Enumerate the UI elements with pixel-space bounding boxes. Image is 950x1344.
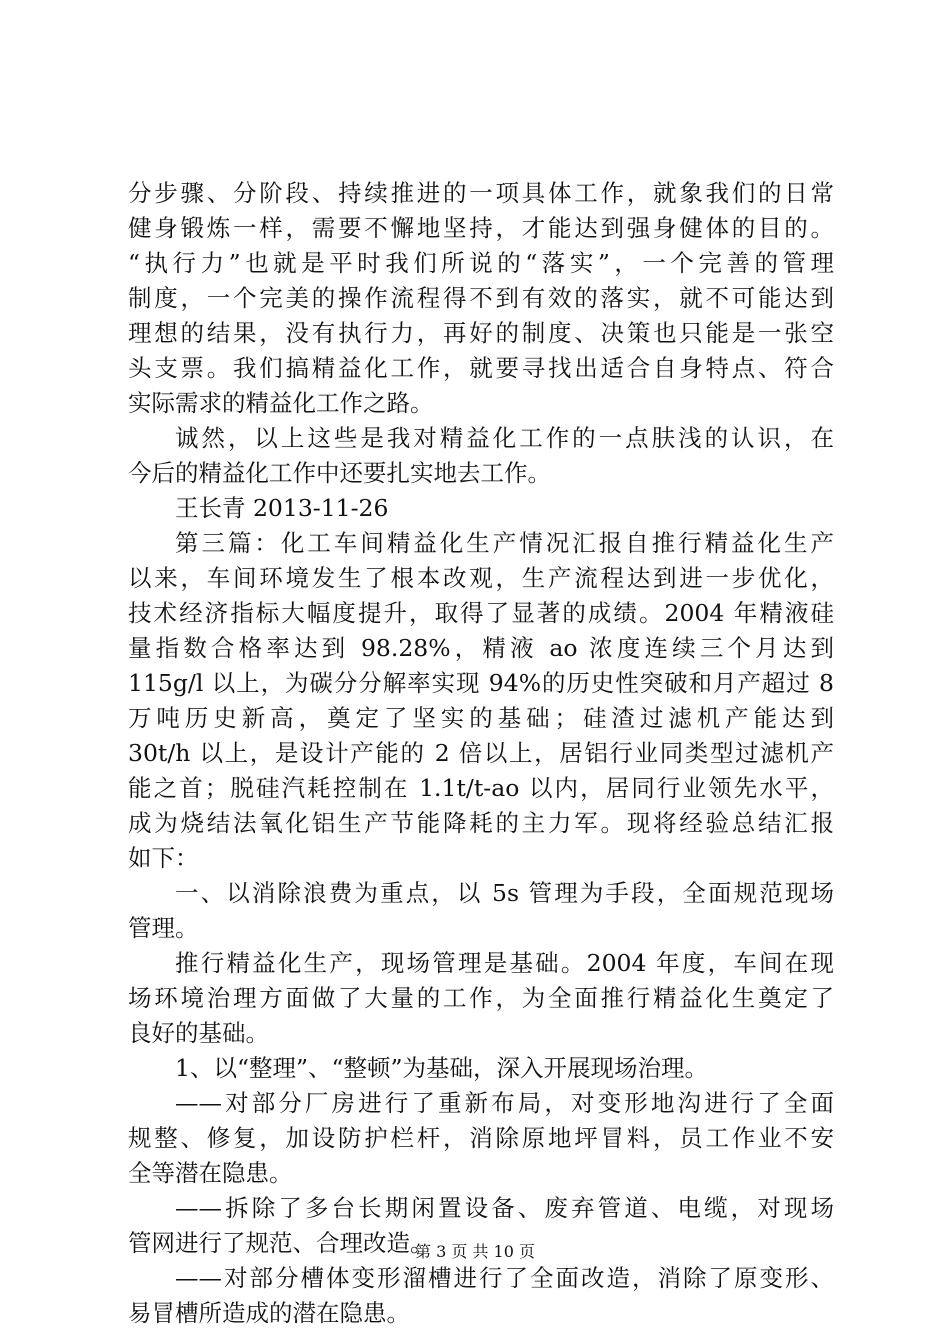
text-line: 以来，车间环境发生了根本改观，生产流程达到进一步优化， [128, 564, 834, 592]
document-body [128, 176, 834, 1331]
text-line: 推行精益化生产，现场管理是基础。2004 年度，车间在现 [175, 949, 834, 977]
text-line: 管理。 [128, 914, 199, 942]
text-line: 诚然，以上这些是我对精益化工作的一点肤浅的认识，在 [175, 424, 834, 452]
text-line: ——拆除了多台长期闲置设备、废弃管道、电缆，对现场 [175, 1194, 834, 1222]
text-line: 如下： [128, 844, 199, 872]
text-line: 实际需求的精益化工作之路。 [128, 389, 434, 417]
text-line: 量指数合格率达到 98.28%，精液 ao 浓度连续三个月达到 [128, 634, 834, 662]
text-line: 技术经济指标大幅度提升，取得了显著的成绩。2004 年精液硅 [128, 599, 834, 627]
signature-line: 王长青 2013-11-26 [175, 494, 389, 522]
text-line: 能之首；脱硅汽耗控制在 1.1t/t-ao 以内，居同行业领先水平， [128, 774, 834, 802]
text-line: 30t/h 以上，是设计产能的 2 倍以上，居铝行业同类型过滤机产 [128, 739, 834, 767]
section-heading-line: 第三篇：化工车间精益化生产情况汇报自推行精益化生产 [175, 529, 834, 557]
subheading-line: 1、以“整理”、“整顿”为基础，深入开展现场治理。 [175, 1054, 709, 1082]
text-line: 良好的基础。 [128, 1019, 269, 1047]
page-number-footer: 第 3 页 共 10 页 [415, 1242, 535, 1261]
text-line: 万吨历史新高，奠定了坚实的基础；硅渣过滤机产能达到 [128, 704, 834, 732]
text-line: 115g/l 以上，为碳分分解率实现 94%的历史性突破和月产超过 8 [128, 669, 834, 697]
text-line: 易冒槽所造成的潜在隐患。 [128, 1299, 410, 1327]
text-line: 制度，一个完美的操作流程得不到有效的落实，就不可能达到 [128, 284, 834, 312]
text-line: 头支票。我们搞精益化工作，就要寻找出适合自身特点、符合 [128, 354, 834, 382]
text-line: 健身锻炼一样，需要不懈地坚持，才能达到强身健体的目的。 [128, 214, 834, 242]
text-line: 全等潜在隐患。 [128, 1159, 293, 1187]
text-line: 今后的精益化工作中还要扎实地去工作。 [128, 459, 551, 487]
text-line: ——对部分厂房进行了重新布局，对变形地沟进行了全面 [175, 1089, 834, 1117]
text-line: 分步骤、分阶段、持续推进的一项具体工作，就象我们的日常 [128, 179, 834, 207]
text-line: 一、以消除浪费为重点，以 5s 管理为手段，全面规范现场 [175, 879, 834, 907]
text-line: 成为烧结法氧化铝生产节能降耗的主力军。现将经验总结汇报 [128, 809, 834, 837]
text-line: ——对部分槽体变形溜槽进行了全面改造，消除了原变形、 [175, 1264, 834, 1292]
text-line: 规整、修复，加设防护栏杆，消除原地坪冒料，员工作业不安 [128, 1124, 834, 1152]
text-line: 场环境治理方面做了大量的工作，为全面推行精益化生奠定了 [128, 984, 834, 1012]
text-line: 管网进行了规范、合理改造。 [128, 1229, 434, 1257]
text-line: 理想的结果，没有执行力，再好的制度、决策也只能是一张空 [128, 319, 834, 347]
text-line: “执行力”也就是平时我们所说的“落实”，一个完善的管理 [128, 249, 834, 277]
